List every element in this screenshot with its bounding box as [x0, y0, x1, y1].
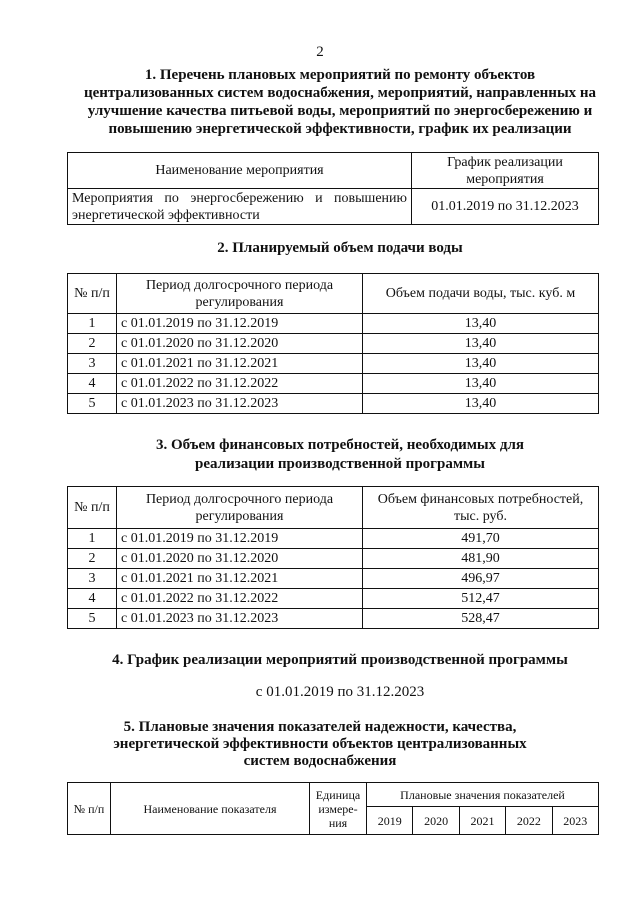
section4-title: 4. График реализации мероприятий производственной программы [112, 652, 568, 668]
row-value: 491,70 [363, 529, 599, 549]
row-number: 5 [68, 609, 117, 629]
header-volume: Объем подачи воды, тыс. куб. м [363, 274, 599, 314]
header-unit: Единица измере-ния [310, 783, 367, 835]
header-financial: Объем финансовых потребностей, тыс. руб. [363, 487, 599, 529]
header-measure-name: Наименование мероприятия [68, 153, 412, 189]
row-period: с 01.01.2019 по 31.12.2019 [117, 314, 363, 334]
table-row [68, 569, 599, 589]
row-number: 2 [68, 549, 117, 569]
row-period: с 01.01.2021 по 31.12.2021 [117, 354, 363, 374]
table-row [68, 394, 599, 414]
row-period: с 01.01.2023 по 31.12.2023 [117, 609, 363, 629]
section1-title-line: централизованных систем водоснабжения, мероприятий, направленных на [83, 85, 597, 101]
row-period: с 01.01.2021 по 31.12.2021 [117, 569, 363, 589]
section5-title [0, 719, 640, 770]
row-value: 528,47 [363, 609, 599, 629]
header-year: 2019 [367, 807, 413, 835]
measures-table [67, 152, 599, 225]
measure-name-cell: Мероприятия по энергосбережению и повышению энергетической эффективности [68, 189, 412, 225]
table-row [68, 314, 599, 334]
table-row [68, 354, 599, 374]
header-year: 2021 [459, 807, 505, 835]
row-value: 512,47 [363, 589, 599, 609]
row-value: 13,40 [363, 374, 599, 394]
section5-title-line: систем водоснабжения [243, 753, 397, 769]
header-period: Период долгосрочного периода регулирования [117, 274, 363, 314]
table-row [68, 334, 599, 354]
row-value: 13,40 [363, 334, 599, 354]
row-number: 2 [68, 334, 117, 354]
section5-title-line: 5. Плановые значения показателей надежности, качества, [123, 719, 517, 735]
row-value: 13,40 [363, 394, 599, 414]
header-indicator-name: Наименование показателя [111, 783, 310, 835]
table-row [68, 589, 599, 609]
section1-title [40, 66, 640, 138]
row-number: 1 [68, 529, 117, 549]
row-period: с 01.01.2022 по 31.12.2022 [117, 589, 363, 609]
table-row [68, 609, 599, 629]
section5-title-line: энергетической эффективности объектов централизованных [113, 736, 527, 752]
table-row [68, 529, 599, 549]
row-value: 481,90 [363, 549, 599, 569]
row-number: 5 [68, 394, 117, 414]
row-period: с 01.01.2020 по 31.12.2020 [117, 334, 363, 354]
table-row [68, 374, 599, 394]
row-period: с 01.01.2020 по 31.12.2020 [117, 549, 363, 569]
row-period: с 01.01.2019 по 31.12.2019 [117, 529, 363, 549]
row-number: 3 [68, 354, 117, 374]
section4-period: с 01.01.2019 по 31.12.2023 [255, 684, 425, 700]
header-period: Период долгосрочного периода регулирования [117, 487, 363, 529]
row-number: 1 [68, 314, 117, 334]
header-schedule: График реализации мероприятия [412, 153, 599, 189]
row-period: с 01.01.2023 по 31.12.2023 [117, 394, 363, 414]
water-volume-table [67, 273, 599, 414]
row-value: 13,40 [363, 314, 599, 334]
header-number: № п/п [68, 487, 117, 529]
table-row [68, 549, 599, 569]
row-number: 3 [68, 569, 117, 589]
financial-needs-table [67, 486, 599, 629]
header-year: 2022 [506, 807, 552, 835]
measure-schedule-cell: 01.01.2019 по 31.12.2023 [412, 189, 599, 225]
section3-title-line: 3. Объем финансовых потребностей, необходимых для [155, 437, 525, 453]
header-year: 2020 [413, 807, 459, 835]
section1-title-line: улучшение качества питьевой воды, мероприятий по энергосбережению и [87, 103, 593, 119]
row-period: с 01.01.2022 по 31.12.2022 [117, 374, 363, 394]
row-number: 4 [68, 374, 117, 394]
section1-title-line: повышению энергетической эффективности, график их реализации [108, 121, 572, 137]
row-value: 13,40 [363, 354, 599, 374]
section3-title [40, 436, 640, 474]
row-number: 4 [68, 589, 117, 609]
section3-title-line: реализации производственной программы [195, 456, 485, 472]
header-number: № п/п [68, 274, 117, 314]
header-number: № п/п [68, 783, 111, 835]
section1-title-line: 1. Перечень плановых мероприятий по ремонту объектов [144, 67, 536, 83]
row-value: 496,97 [363, 569, 599, 589]
page-number: 2 [316, 44, 324, 60]
indicators-table [67, 782, 599, 835]
section2-title: 2. Планируемый объем подачи воды [217, 240, 463, 256]
header-year: 2023 [552, 807, 599, 835]
header-planned-values: Плановые значения показателей [367, 783, 599, 807]
